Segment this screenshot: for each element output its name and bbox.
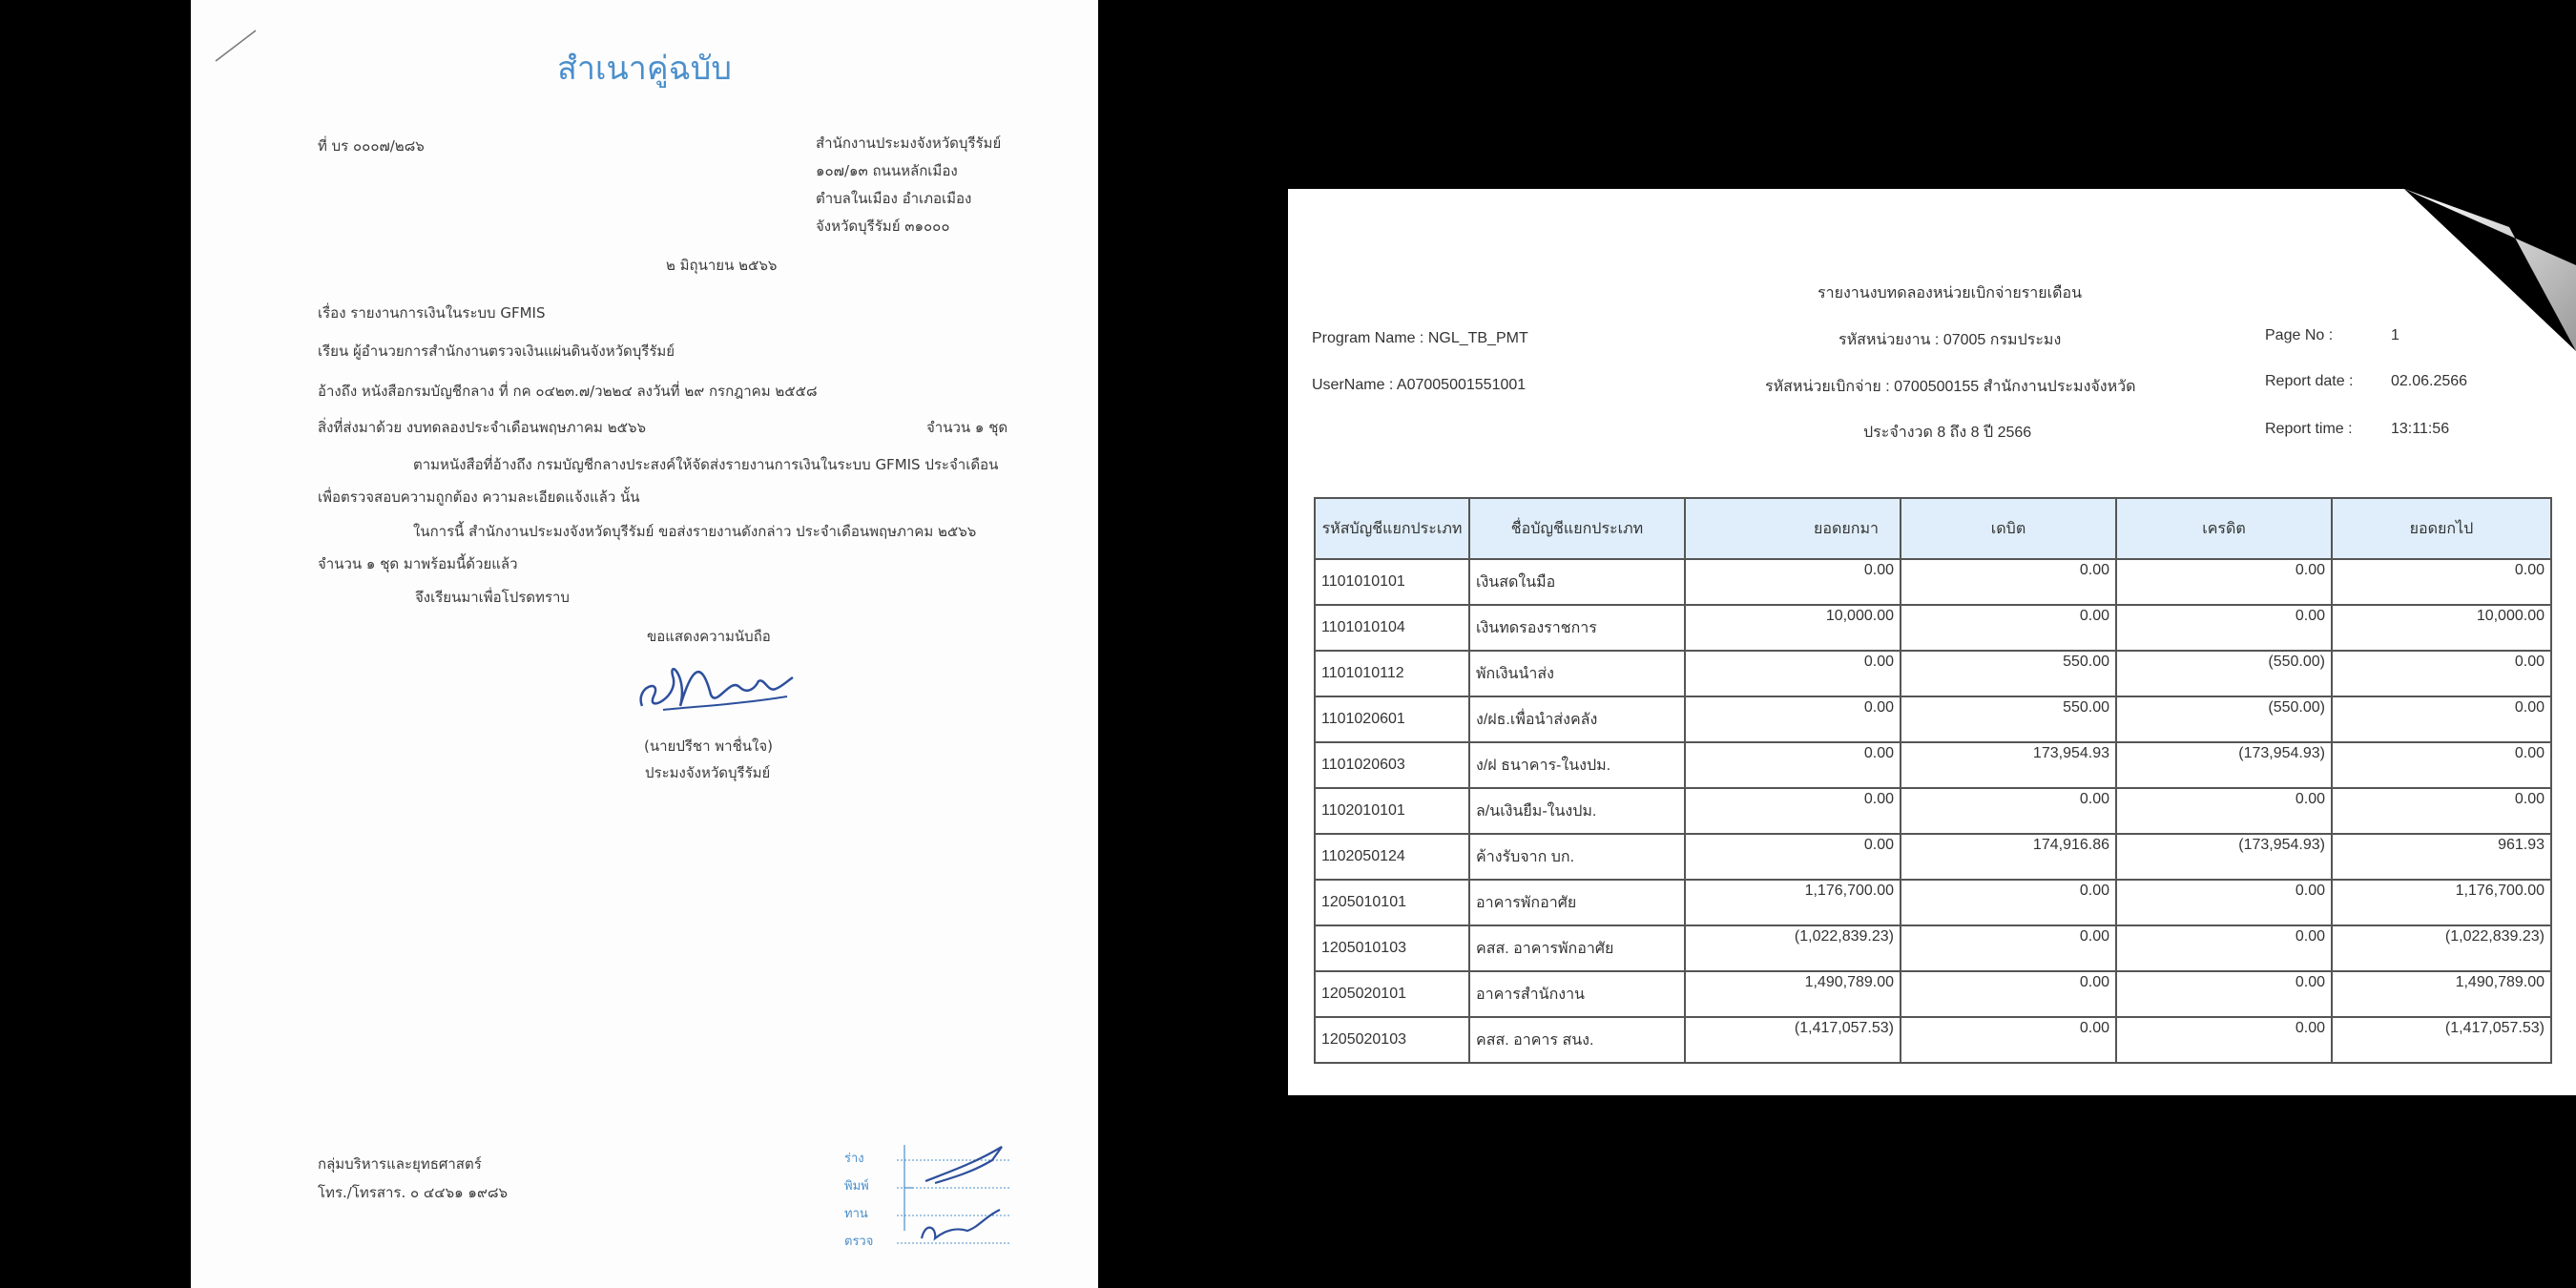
debit-cell: 174,916.86 [1901, 834, 2116, 880]
routing-label: ตรวจ [844, 1235, 874, 1249]
trial-balance-table [1314, 497, 2552, 1064]
report-page [1288, 189, 2576, 1095]
footer-phone: โทร./โทรสาร. ๐ ๔๔๖๑ ๑๙๘๖ [318, 1184, 509, 1201]
closing-balance-cell: 0.00 [2332, 696, 2551, 742]
routing-initials-image [868, 1135, 1021, 1264]
account-name-cell: เงินสดในมือ [1469, 559, 1685, 605]
column-header: เดบิต [1901, 498, 2116, 559]
account-name-cell: คสส. อาคารพักอาศัย [1469, 925, 1685, 971]
page-no-label: Page No : [2265, 327, 2334, 343]
debit-cell: 0.00 [1901, 971, 2116, 1017]
debit-cell: 0.00 [1901, 925, 2116, 971]
opening-balance-cell: 0.00 [1685, 788, 1901, 834]
credit-cell: 0.00 [2116, 880, 2332, 925]
table-row [1315, 696, 2551, 742]
account-name-cell: คสส. อาคาร สนง. [1469, 1017, 1685, 1063]
opening-balance-cell: 10,000.00 [1685, 605, 1901, 651]
disbursing-unit: รหัสหน่วยเบิกจ่าย : 0700500155 สำนักงานประมงจังหวัด [1765, 379, 2136, 395]
account-name-cell: อาคารพักอาศัย [1469, 880, 1685, 925]
closing-balance-cell: 0.00 [2332, 651, 2551, 696]
debit-cell: 0.00 [1901, 880, 2116, 925]
account-code-cell: 1102050124 [1315, 834, 1469, 880]
opening-balance-cell: 1,490,789.00 [1685, 971, 1901, 1017]
table-row [1315, 559, 2551, 605]
account-name-cell: เงินทดรองราชการ [1469, 605, 1685, 651]
table-row [1315, 788, 2551, 834]
agency-code: รหัสหน่วยงาน : 07005 กรมประมง [1839, 332, 2062, 348]
letter-subject: เรื่อง รายงานการเงินในระบบ GFMIS [318, 304, 546, 322]
account-code-cell: 1102010101 [1315, 788, 1469, 834]
program-name: Program Name : NGL_TB_PMT [1312, 330, 1528, 346]
body-paragraph-1: ตามหนังสือที่อ้างถึง กรมบัญชีกลางประสงค์ให้จัดส่งรายงานการเงินในระบบ GFMIS ประจำเดือน เพื่อตรวจสอบความถูกต้อง ความละเอียดแจ้งแล้ว นั้น [318, 456, 999, 506]
credit-cell: 0.00 [2116, 1017, 2332, 1063]
credit-cell: 0.00 [2116, 559, 2332, 605]
table-body [1315, 559, 2551, 1063]
report-date-label: Report date : [2265, 373, 2354, 389]
letter-reference: อ้างถึง หนังสือกรมบัญชีกลาง ที่ กค ๐๔๒๓.๗/ว๒๒๔ ลงวันที่ ๒๙ กรกฎาคม ๒๕๕๘ [318, 383, 818, 400]
footer-unit: กลุ่มบริหารและยุทธศาสตร์ [318, 1155, 482, 1173]
account-name-cell: อาคารสำนักงาน [1469, 971, 1685, 1017]
letter-recipient: เรียน ผู้อำนวยการสำนักงานตรวจเงินแผ่นดินจังหวัดบุรีรัมย์ [318, 343, 675, 360]
debit-cell: 0.00 [1901, 605, 2116, 651]
office-address [816, 130, 1001, 240]
credit-cell: 0.00 [2116, 605, 2332, 651]
body-paragraph-2: ในการนี้ สำนักงานประมงจังหวัดบุรีรัมย์ ขอส่งรายงานดังกล่าว ประจำเดือนพฤษภาคม ๒๕๖๖ จำนวน ๑ ชุด มาพร้อมนี้ด้วยแล้ว [318, 523, 977, 572]
opening-balance-cell: 1,176,700.00 [1685, 880, 1901, 925]
column-header: ยอดยกมา [1685, 498, 1901, 559]
credit-cell: 0.00 [2116, 971, 2332, 1017]
account-code-cell: 1205010103 [1315, 925, 1469, 971]
username: UserName : A07005001551001 [1312, 377, 1527, 393]
routing-label: ร่าง [844, 1152, 864, 1166]
debit-cell: 0.00 [1901, 559, 2116, 605]
closing-balance-cell: 10,000.00 [2332, 605, 2551, 651]
column-header: รหัสบัญชีแยกประเภท [1315, 498, 1469, 559]
table-row [1315, 880, 2551, 925]
routing-label: ทาน [844, 1207, 868, 1221]
address-line: ตำบลในเมือง อำเภอเมือง [816, 190, 972, 207]
closing-balance-cell: 1,490,789.00 [2332, 971, 2551, 1017]
credit-cell: (173,954.93) [2116, 742, 2332, 788]
credit-cell: (550.00) [2116, 696, 2332, 742]
table-row [1315, 925, 2551, 971]
closing-balance-cell: 0.00 [2332, 788, 2551, 834]
table-row [1315, 1017, 2551, 1063]
address-line: ๑๐๗/๑๓ ถนนหลักเมือง [816, 162, 958, 179]
account-name-cell: ง/ฝธ.เพื่อนำส่งคลัง [1469, 696, 1685, 742]
closing-balance-cell: 0.00 [2332, 559, 2551, 605]
page-no-value: 1 [2391, 327, 2399, 343]
opening-balance-cell: 0.00 [1685, 834, 1901, 880]
signature-image [625, 639, 797, 725]
closing-balance-cell: 0.00 [2332, 742, 2551, 788]
account-name-cell: ล/นเงินยืม-ในงปม. [1469, 788, 1685, 834]
closing-balance-cell: 1,176,700.00 [2332, 880, 2551, 925]
debit-cell: 0.00 [1901, 788, 2116, 834]
opening-balance-cell: 0.00 [1685, 742, 1901, 788]
letter-page [191, 0, 1098, 1288]
opening-balance-cell: 0.00 [1685, 651, 1901, 696]
account-code-cell: 1101010112 [1315, 651, 1469, 696]
salutation: ขอแสดงความนับถือ [647, 628, 771, 645]
account-code-cell: 1101020603 [1315, 742, 1469, 788]
enclosure-count: จำนวน ๑ ชุด [926, 419, 1008, 436]
account-code-cell: 1101010101 [1315, 559, 1469, 605]
credit-cell: (173,954.93) [2116, 834, 2332, 880]
closing-balance-cell: 961.93 [2332, 834, 2551, 880]
account-code-cell: 1101010104 [1315, 605, 1469, 651]
routing-label: พิมพ์ [844, 1179, 869, 1194]
column-header: ชื่อบัญชีแยกประเภท [1469, 498, 1685, 559]
account-code-cell: 1205020103 [1315, 1017, 1469, 1063]
debit-cell: 550.00 [1901, 696, 2116, 742]
column-header: ยอดยกไป [2332, 498, 2551, 559]
column-header: เครดิต [2116, 498, 2332, 559]
closing-balance-cell: (1,417,057.53) [2332, 1017, 2551, 1063]
account-name-cell: ค้างรับจาก บก. [1469, 834, 1685, 880]
address-line: จังหวัดบุรีรัมย์ ๓๑๐๐๐ [816, 218, 950, 235]
table-row [1315, 971, 2551, 1017]
report-period: ประจำงวด 8 ถึง 8 ปี 2566 [1863, 425, 2032, 441]
credit-cell: 0.00 [2116, 788, 2332, 834]
report-title: รายงานงบทดลองหน่วยเบิกจ่ายรายเดือน [1818, 285, 2083, 301]
signer-name: (นายปรีชา พาชื่นใจ) [644, 737, 773, 755]
credit-cell: 0.00 [2116, 925, 2332, 971]
table-row [1315, 605, 2551, 651]
report-date-value: 02.06.2566 [2391, 373, 2468, 389]
closing-request: จึงเรียนมาเพื่อโปรดทราบ [415, 589, 570, 606]
opening-balance-cell: 0.00 [1685, 696, 1901, 742]
opening-balance-cell: 0.00 [1685, 559, 1901, 605]
table-row [1315, 651, 2551, 696]
table-row [1315, 834, 2551, 880]
debit-cell: 173,954.93 [1901, 742, 2116, 788]
account-code-cell: 1205010101 [1315, 880, 1469, 925]
debit-cell: 550.00 [1901, 651, 2116, 696]
letter-enclosure: สิ่งที่ส่งมาด้วย งบทดลองประจำเดือนพฤษภาคม ๒๕๖๖ [318, 419, 646, 436]
closing-balance-cell: (1,022,839.23) [2332, 925, 2551, 971]
account-code-cell: 1101020601 [1315, 696, 1469, 742]
debit-cell: 0.00 [1901, 1017, 2116, 1063]
address-line: สำนักงานประมงจังหวัดบุรีรัมย์ [816, 135, 1002, 152]
opening-balance-cell: (1,417,057.53) [1685, 1017, 1901, 1063]
opening-balance-cell: (1,022,839.23) [1685, 925, 1901, 971]
credit-cell: (550.00) [2116, 651, 2332, 696]
table-header-row [1315, 498, 2551, 559]
document-number: ที่ บร ๐๐๐๗/๒๘๖ [318, 137, 425, 155]
letter-date: ๒ มิถุนายน ๒๕๖๖ [666, 257, 778, 274]
table-row [1315, 742, 2551, 788]
copy-stamp-title: สำเนาคู่ฉบับ [557, 50, 732, 88]
report-time-label: Report time : [2265, 421, 2353, 437]
account-name-cell: ง/ฝ ธนาคาร-ในงปม. [1469, 742, 1685, 788]
signer-title: ประมงจังหวัดบุรีรัมย์ [645, 764, 771, 781]
account-name-cell: พักเงินนำส่ง [1469, 651, 1685, 696]
report-time-value: 13:11:56 [2391, 421, 2450, 437]
account-code-cell: 1205020101 [1315, 971, 1469, 1017]
